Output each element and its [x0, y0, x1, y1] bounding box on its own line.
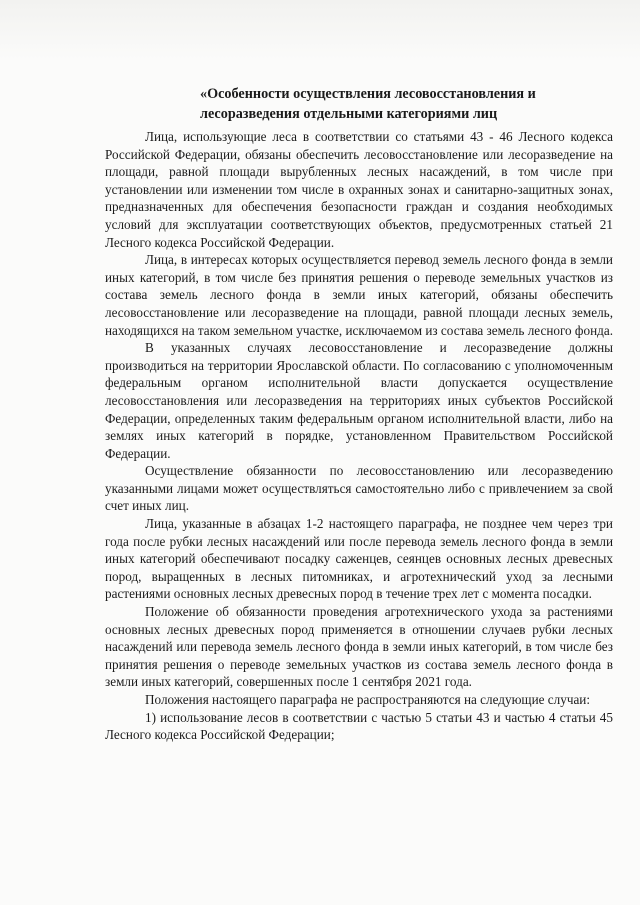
scan-shadow	[0, 0, 640, 60]
paragraph: В указанных случаях лесовосстановление и лесоразведение должны производиться на территории Ярославской области. По согласованию с уполномоченным федеральным органом исполнительной власти допускается осуществление лесовосстановления или лесоразведения на территориях иных субъектов Российской Федерации, определенных таким федеральным органом исполнительной власти, либо на землях иных категорий в порядке, установленном Правительством Российской Федерации.	[105, 340, 613, 461]
paragraph: Лица, в интересах которых осуществляется перевод земель лесного фонда в земли иных категорий, в том числе без принятия решения о переводе земельных участков из состава земель лесного фонда в земли иных категорий, обязаны обеспечить лесовосстановление или лесоразведение на площади, равной площади лесных земель, находящихся на таком земельном участке, исключаемом из состава земель лесного фонда.	[105, 252, 613, 338]
section-title: «Особенности осуществления лесовосстановления и лесоразведения отдельными категориями лиц	[200, 86, 536, 122]
list-item: 1) использование лесов в соответствии с частью 5 статьи 43 и частью 4 статьи 45 Лесного кодекса Российской Федерации;	[105, 709, 613, 743]
document-body	[105, 128, 613, 744]
paragraph: Лица, указанные в абзацах 1-2 настоящего параграфа, не позднее чем через три года после рубки лесных насаждений или после перевода земель лесного фонда в земли иных категорий обеспечивают посадку саженцев, сеянцев основных лесных древесных пород, выращенных в лесных питомниках, и агротехнический уход за лесными растениями основных лесных древесных пород в течение трех лет с момента посадки.	[105, 516, 613, 602]
paragraph: Лица, использующие леса в соответствии со статьями 43 - 46 Лесного кодекса Российской Федерации, обязаны обеспечить лесовосстановление или лесоразведение на площади, равной площади вырубленных лесных насаждений, в том числе при установлении или изменении том числе в охранных зонах и санитарно-защитных зонах, предназначенных для обеспечения безопасности граждан и создания необходимых условий для эксплуатации соответствующих объектов, предусмотренных статьей 21 Лесного кодекса Российской Федерации.	[105, 129, 613, 250]
paragraph: Осуществление обязанности по лесовосстановлению или лесоразведению указанными лицами может осуществляться самостоятельно либо с привлечением за свой счет иных лиц.	[105, 463, 613, 514]
paragraph: Положение об обязанности проведения агротехнического ухода за растениями основных лесных древесных пород применяется в отношении случаев рубки лесных насаждений или перевода земель лесного фонда в земли иных категорий, в том числе без принятия решения о переводе земельных участков из состава земель лесного фонда в земли иных категорий, совершенных после 1 сентября 2021 года.	[105, 604, 613, 690]
paragraph: Положения настоящего параграфа не распространяются на следующие случаи:	[145, 692, 591, 707]
